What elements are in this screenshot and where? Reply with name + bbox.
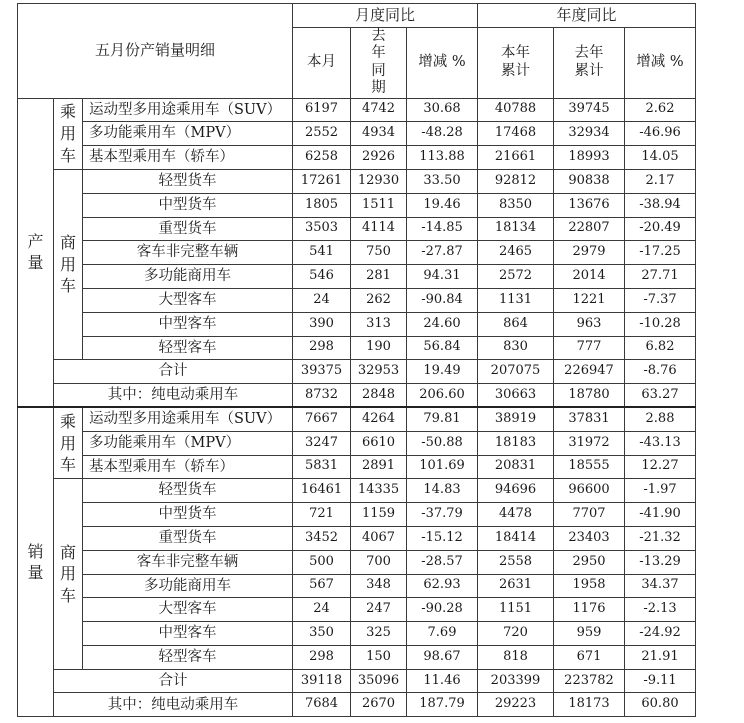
cell-value: 7667: [293, 407, 351, 431]
cell-value: 19.46: [407, 193, 478, 217]
cell-value: 39745: [554, 98, 625, 122]
ev-value: 18780: [554, 384, 625, 408]
cell-value: 4264: [351, 407, 407, 431]
cell-value: 6610: [351, 431, 407, 455]
cell-value: 27.71: [625, 265, 696, 289]
cell-value: 23403: [554, 526, 625, 550]
cell-value: 4067: [351, 526, 407, 550]
cell-value: -48.28: [407, 122, 478, 146]
cell-value: 313: [351, 312, 407, 336]
cell-value: 4478: [478, 503, 554, 527]
cell-value: 3452: [293, 526, 351, 550]
table-row: [18, 431, 696, 455]
total-row: [18, 669, 696, 693]
total-value: 35096: [351, 669, 407, 693]
cell-value: 96600: [554, 479, 625, 503]
cell-value: -21.32: [625, 526, 696, 550]
cell-value: 18414: [478, 526, 554, 550]
total-value: 207075: [478, 360, 554, 384]
cell-value: 21661: [478, 146, 554, 170]
row-label: 多功能商用车: [83, 574, 293, 598]
table-row: [18, 455, 696, 479]
ev-label: 其中：纯电动乘用车: [54, 693, 293, 717]
table-row: [18, 146, 696, 170]
cell-value: 40788: [478, 98, 554, 122]
total-label: 合计: [54, 360, 293, 384]
cell-value: 1511: [351, 193, 407, 217]
cell-value: 1159: [351, 503, 407, 527]
cell-value: 2552: [293, 122, 351, 146]
ev-value: 30663: [478, 384, 554, 408]
table-row: [18, 265, 696, 289]
cell-value: 18555: [554, 455, 625, 479]
cell-value: 1131: [478, 288, 554, 312]
cell-value: -17.25: [625, 241, 696, 265]
cell-value: 14.05: [625, 146, 696, 170]
cell-value: 8350: [478, 193, 554, 217]
cell-value: 17468: [478, 122, 554, 146]
table-row: [18, 217, 696, 241]
table-row: [18, 550, 696, 574]
cell-value: -50.88: [407, 431, 478, 455]
total-value: 203399: [478, 669, 554, 693]
cell-value: 720: [478, 622, 554, 646]
cell-value: 18134: [478, 217, 554, 241]
total-value: 226947: [554, 360, 625, 384]
cell-value: 33.50: [407, 169, 478, 193]
cell-value: 5831: [293, 455, 351, 479]
cell-value: 7.69: [407, 622, 478, 646]
cell-value: 17261: [293, 169, 351, 193]
cell-value: 150: [351, 645, 407, 669]
cell-value: 3503: [293, 217, 351, 241]
ev-value: 8732: [293, 384, 351, 408]
ev-row: [18, 693, 696, 717]
cell-value: 24: [293, 598, 351, 622]
cell-value: -20.49: [625, 217, 696, 241]
table-row: [18, 574, 696, 598]
row-label: 运动型多用途乘用车（SUV）: [83, 98, 293, 122]
ev-value: 2670: [351, 693, 407, 717]
table-row: [18, 622, 696, 646]
cell-value: 1151: [478, 598, 554, 622]
cell-value: 2631: [478, 574, 554, 598]
row-label: 轻型货车: [83, 169, 293, 193]
cell-value: -46.96: [625, 122, 696, 146]
group-label: 商 用 车: [54, 479, 83, 669]
cell-value: 2891: [351, 455, 407, 479]
cell-value: 959: [554, 622, 625, 646]
cell-value: 2558: [478, 550, 554, 574]
cell-value: 20831: [478, 455, 554, 479]
col-header-ytd-current: 本年累计: [478, 28, 554, 99]
cell-value: 12.27: [625, 455, 696, 479]
cell-value: 6197: [293, 98, 351, 122]
col-header-month-change: 增减 %: [407, 28, 478, 99]
cell-value: 2465: [478, 241, 554, 265]
row-label: 基本型乘用车（轿车）: [83, 146, 293, 170]
section-label: 销 量: [18, 407, 54, 716]
cell-value: 18183: [478, 431, 554, 455]
cell-value: 113.88: [407, 146, 478, 170]
cell-value: 2.88: [625, 407, 696, 431]
cell-value: 348: [351, 574, 407, 598]
cell-value: 818: [478, 645, 554, 669]
cell-value: 777: [554, 336, 625, 360]
cell-value: 90838: [554, 169, 625, 193]
cell-value: 750: [351, 241, 407, 265]
row-label: 多功能乘用车（MPV）: [83, 431, 293, 455]
cell-value: 1958: [554, 574, 625, 598]
cell-value: 4742: [351, 98, 407, 122]
cell-value: 32934: [554, 122, 625, 146]
total-value: 11.46: [407, 669, 478, 693]
row-label: 运动型多用途乘用车（SUV）: [83, 407, 293, 431]
total-value: -9.11: [625, 669, 696, 693]
group-label: 乘 用 车: [54, 98, 83, 169]
cell-value: 2.17: [625, 169, 696, 193]
cell-value: 16461: [293, 479, 351, 503]
group-label: 乘 用 车: [54, 407, 83, 478]
cell-value: 79.81: [407, 407, 478, 431]
cell-value: 546: [293, 265, 351, 289]
cell-value: -27.87: [407, 241, 478, 265]
cell-value: -24.92: [625, 622, 696, 646]
cell-value: 24.60: [407, 312, 478, 336]
cell-value: 6.82: [625, 336, 696, 360]
ev-value: 18173: [554, 693, 625, 717]
cell-value: -1.97: [625, 479, 696, 503]
row-label: 轻型货车: [83, 479, 293, 503]
cell-value: 2926: [351, 146, 407, 170]
ev-value: 29223: [478, 693, 554, 717]
row-label: 客车非完整车辆: [83, 241, 293, 265]
row-label: 轻型客车: [83, 645, 293, 669]
cell-value: 298: [293, 645, 351, 669]
cell-value: 390: [293, 312, 351, 336]
row-label: 中型客车: [83, 312, 293, 336]
cell-value: 1805: [293, 193, 351, 217]
cell-value: 4114: [351, 217, 407, 241]
row-label: 客车非完整车辆: [83, 550, 293, 574]
cell-value: 12930: [351, 169, 407, 193]
table-row: [18, 503, 696, 527]
col-header-month-current: 本月: [293, 28, 351, 99]
total-row: [18, 360, 696, 384]
table-row: [18, 98, 696, 122]
cell-value: 298: [293, 336, 351, 360]
cell-value: 567: [293, 574, 351, 598]
cell-value: -38.94: [625, 193, 696, 217]
cell-value: 94696: [478, 479, 554, 503]
row-label: 中型货车: [83, 503, 293, 527]
cell-value: 7707: [554, 503, 625, 527]
cell-value: 1221: [554, 288, 625, 312]
row-label: 重型货车: [83, 526, 293, 550]
cell-value: 22807: [554, 217, 625, 241]
cell-value: 2950: [554, 550, 625, 574]
ev-value: 60.80: [625, 693, 696, 717]
cell-value: 14335: [351, 479, 407, 503]
cell-value: -43.13: [625, 431, 696, 455]
ev-row: [18, 384, 696, 408]
cell-value: 247: [351, 598, 407, 622]
cell-value: -13.29: [625, 550, 696, 574]
table-row: [18, 169, 696, 193]
cell-value: 864: [478, 312, 554, 336]
cell-value: -28.57: [407, 550, 478, 574]
cell-value: 14.83: [407, 479, 478, 503]
production-sales-table: [17, 3, 696, 717]
cell-value: 30.68: [407, 98, 478, 122]
col-header-month-lastyear: 去年同期: [351, 28, 407, 99]
ev-value: 2848: [351, 384, 407, 408]
cell-value: 24: [293, 288, 351, 312]
cell-value: -15.12: [407, 526, 478, 550]
row-label: 重型货车: [83, 217, 293, 241]
row-label: 多功能乘用车（MPV）: [83, 122, 293, 146]
ev-value: 206.60: [407, 384, 478, 408]
row-label: 中型客车: [83, 622, 293, 646]
table-row: [18, 479, 696, 503]
cell-value: 721: [293, 503, 351, 527]
cell-value: 31972: [554, 431, 625, 455]
cell-value: -37.79: [407, 503, 478, 527]
cell-value: 94.31: [407, 265, 478, 289]
cell-value: 262: [351, 288, 407, 312]
cell-value: 18993: [554, 146, 625, 170]
cell-value: 37831: [554, 407, 625, 431]
total-value: 19.49: [407, 360, 478, 384]
cell-value: 500: [293, 550, 351, 574]
table-row: [18, 526, 696, 550]
cell-value: 671: [554, 645, 625, 669]
cell-value: 2979: [554, 241, 625, 265]
cell-value: 350: [293, 622, 351, 646]
cell-value: 38919: [478, 407, 554, 431]
cell-value: -41.90: [625, 503, 696, 527]
cell-value: 2014: [554, 265, 625, 289]
row-label: 大型客车: [83, 288, 293, 312]
cell-value: 34.37: [625, 574, 696, 598]
ev-value: 187.79: [407, 693, 478, 717]
cell-value: 2.62: [625, 98, 696, 122]
table-row: [18, 645, 696, 669]
cell-value: 281: [351, 265, 407, 289]
group-label: 商 用 车: [54, 169, 83, 359]
ev-value: 63.27: [625, 384, 696, 408]
table-row: [18, 598, 696, 622]
table-row: [18, 407, 696, 431]
cell-value: 6258: [293, 146, 351, 170]
cell-value: 700: [351, 550, 407, 574]
cell-value: 92812: [478, 169, 554, 193]
cell-value: 190: [351, 336, 407, 360]
cell-value: 56.84: [407, 336, 478, 360]
cell-value: 963: [554, 312, 625, 336]
table-row: [18, 312, 696, 336]
row-label: 基本型乘用车（轿车）: [83, 455, 293, 479]
cell-value: -90.28: [407, 598, 478, 622]
total-value: 32953: [351, 360, 407, 384]
group-header-year: 年度同比: [478, 4, 696, 28]
cell-value: 101.69: [407, 455, 478, 479]
ev-label: 其中：纯电动乘用车: [54, 384, 293, 408]
row-label: 轻型客车: [83, 336, 293, 360]
cell-value: 13676: [554, 193, 625, 217]
cell-value: 830: [478, 336, 554, 360]
ev-value: 7684: [293, 693, 351, 717]
table-row: [18, 241, 696, 265]
cell-value: 1176: [554, 598, 625, 622]
total-value: 223782: [554, 669, 625, 693]
total-value: 39118: [293, 669, 351, 693]
cell-value: -2.13: [625, 598, 696, 622]
cell-value: 2572: [478, 265, 554, 289]
row-label: 大型客车: [83, 598, 293, 622]
total-value: -8.76: [625, 360, 696, 384]
header-row-top: [18, 4, 696, 28]
total-label: 合计: [54, 669, 293, 693]
col-header-ytd-change: 增减 %: [625, 28, 696, 99]
table-row: [18, 193, 696, 217]
table-row: [18, 288, 696, 312]
cell-value: 325: [351, 622, 407, 646]
cell-value: 98.67: [407, 645, 478, 669]
section-label: 产 量: [18, 98, 54, 407]
cell-value: 541: [293, 241, 351, 265]
production-sales-document: [17, 3, 696, 717]
table-title: 五月份产销量明细: [18, 4, 293, 99]
cell-value: 3247: [293, 431, 351, 455]
cell-value: 21.91: [625, 645, 696, 669]
row-label: 中型货车: [83, 193, 293, 217]
col-header-ytd-lastyear: 去年累计: [554, 28, 625, 99]
group-header-month: 月度同比: [293, 4, 478, 28]
cell-value: -10.28: [625, 312, 696, 336]
table-row: [18, 336, 696, 360]
cell-value: -90.84: [407, 288, 478, 312]
cell-value: -14.85: [407, 217, 478, 241]
cell-value: 62.93: [407, 574, 478, 598]
row-label: 多功能商用车: [83, 265, 293, 289]
cell-value: 4934: [351, 122, 407, 146]
cell-value: -7.37: [625, 288, 696, 312]
total-value: 39375: [293, 360, 351, 384]
table-row: [18, 122, 696, 146]
table-body: [18, 4, 696, 717]
